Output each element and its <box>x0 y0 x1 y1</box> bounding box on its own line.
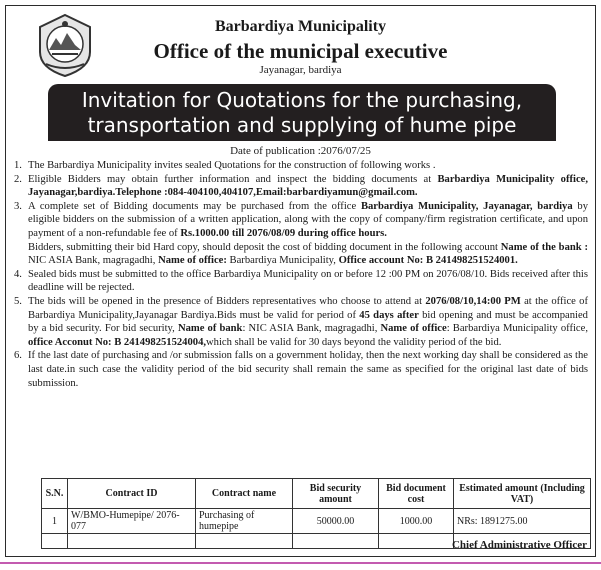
list-item <box>14 173 588 200</box>
office-title: Office of the municipal executive <box>153 39 448 63</box>
table-header-row <box>42 479 591 509</box>
table-row <box>42 509 591 534</box>
item-number: 6. <box>14 350 22 362</box>
column-header: Estimated amount (Including VAT) <box>454 479 591 509</box>
list-item <box>14 295 588 349</box>
column-header: Contract name <box>196 479 293 509</box>
notice-items <box>14 159 588 390</box>
office-address: Jayanagar, bardiya <box>259 64 342 76</box>
column-header: S.N. <box>42 479 68 509</box>
table-cell: Purchasing of humepipe <box>196 509 293 534</box>
item-text: The bids will be opened in the presence of Bidders representatives who choose to attend at 2076/08/10,14:00 PM at the office of Barbardiya Municipality,Jayanagar Bardiya.Bids must be valid for period of 45 days after bid opening and must be accompanied by a bid security. For bid security, Name of bank: NIC ASIA Bank, magragadhi, Name of office: Barbardiya Municipality office, office Acconut No: B 241498251524004,which shall be valid for 30 days beyond the validity period of the bid. <box>28 295 588 348</box>
table-cell: 50000.00 <box>293 509 379 534</box>
column-header: Contract ID <box>68 479 196 509</box>
banner-line-1: Invitation for Quotations for the purchasing, <box>81 88 523 112</box>
item-number: 4. <box>14 268 22 280</box>
publication-date: Date of publication :2076/07/25 <box>230 145 371 157</box>
table-cell <box>293 534 379 549</box>
table-cell <box>68 534 196 549</box>
table-cell: 1 <box>42 509 68 534</box>
notice-header <box>6 6 595 86</box>
notice-panel <box>5 5 596 557</box>
notice-banner <box>48 84 556 141</box>
item-text: If the last date of purchasing and /or submission falls on a government holiday, then the next working day shall be considered as the last date.in such case the validity period of the bid security shall remain the same as specified for the original last date of bids submission. <box>28 350 588 389</box>
column-header: Bid security amount <box>293 479 379 509</box>
list-item <box>14 349 588 390</box>
item-number: 2. <box>14 173 22 185</box>
column-header: Bid document cost <box>379 479 454 509</box>
list-item <box>14 200 588 241</box>
list-item <box>14 159 588 173</box>
signatory-title: Chief Administrative Officer <box>451 539 587 551</box>
table-cell <box>196 534 293 549</box>
item-number: 5. <box>14 295 22 307</box>
item-continuation: Bidders, submitting their bid Hard copy, should deposit the cost of bidding document in the following account Name of the bank : NIC ASIA Bank, magragadhi, Name of office: Barbardiya Municipality, Office account No: B 241498251524001. <box>28 241 588 267</box>
table-cell: NRs: 1891275.00 <box>454 509 591 534</box>
bottom-divider <box>0 562 601 564</box>
organization-name: Barbardiya Municipality <box>214 18 387 35</box>
item-text: Sealed bids must be submitted to the office Barbardiya Municipality on or before 12 :00 PM on 2076/08/10. Bids received after this deadline will be rejected. <box>28 268 588 294</box>
item-number: 3. <box>14 200 22 212</box>
banner-line-2: transportation and supplying of hume pipe <box>87 113 517 137</box>
item-number: 1. <box>14 160 22 171</box>
item-text: The Barbardiya Municipality invites sealed Quotations for the construction of following works . <box>28 160 436 171</box>
table-cell: 1000.00 <box>379 509 454 534</box>
table-cell <box>379 534 454 549</box>
table-cell: W/BMO-Humepipe/ 2076-077 <box>68 509 196 534</box>
item-text: A complete set of Bidding documents may be purchased from the office Barbardiya Municipality, Jayanagar, bardiya by eligible bidders on the submission of a written application, along with the copy of company/firm registration certificate, and upon payment of a non-refundable fee of Rs.1000.00 till 2076/08/09 during office hours. <box>28 200 588 239</box>
table-cell <box>42 534 68 549</box>
list-item <box>14 268 588 295</box>
item-text: Eligible Bidders may obtain further information and inspect the bidding documents at Barbardiya Municipality office, Jayanagar,bardiya.Telephone :084-404100,404107,Email:barbardiyamun@gmail.com. <box>28 173 588 199</box>
